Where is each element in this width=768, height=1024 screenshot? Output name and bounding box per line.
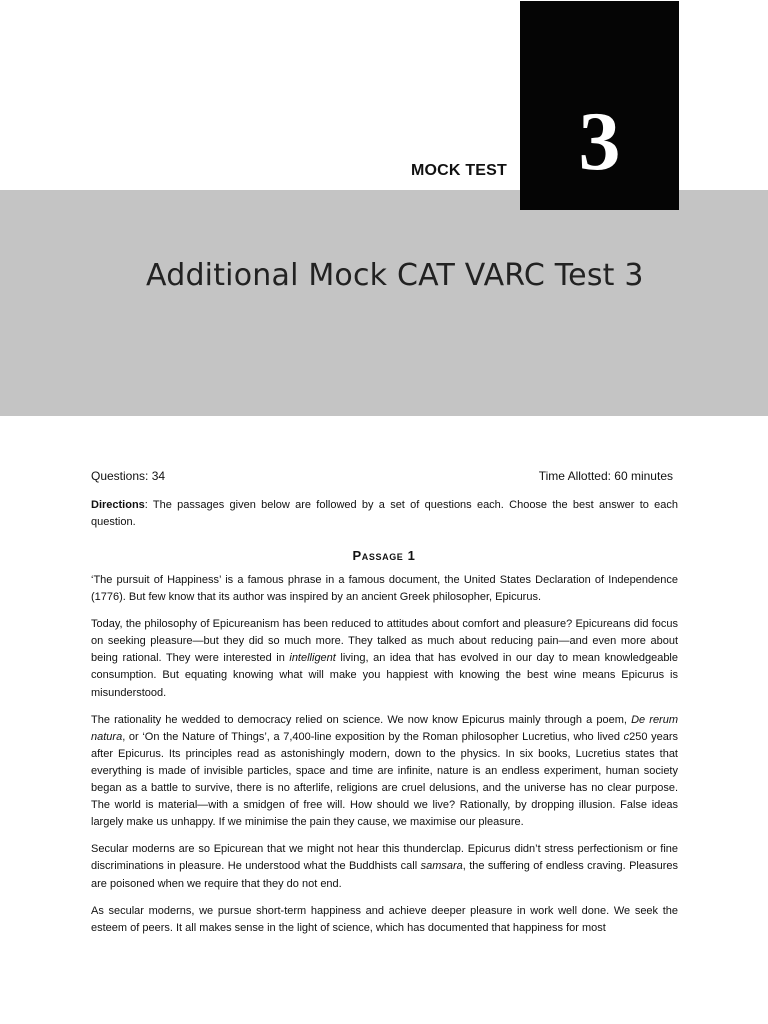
directions-text: : The passages given below are followed by a set of questions each. Choose the best answer to each question. [91,499,678,528]
paragraph-3-text-mid: , or ‘On the Nature of Things’, a 7,400-line exposition by the Roman philosopher Lucretius, who lived [122,730,624,743]
paragraph-3 [91,712,678,832]
paragraph-3-italic-circa: c [623,730,630,743]
paragraph-2-text-end: living, an idea that has evolved in our day to mean knowledgeable consumption. But equating knowing what will make you happiest with knowing the best wine means Epicurus is misunderstood. [91,652,678,699]
mock-test-label: MOCK TEST [411,162,508,179]
paragraph-2 [91,616,678,701]
page-title: Additional Mock CAT VARC Test 3 [146,258,644,293]
paragraph-4-text: Secular moderns are so Epicurean that we might not hear this thunderclap. Epicurus didn’t stress perfectionism or fine discriminations in pleasure. He understood what the Buddhists call [91,843,678,873]
test-meta [91,469,673,483]
paragraph-3-text-end: 250 years after Epicurus. Its principles read as astonishingly modern, down to the physics. In six books, Lucretius states that everything is made of invisible particles, space and time are infinite, nature is an endless experiment, human society began as a battle to survive, there is no afterlife, religions are cruel delusions, and the universe has no clear purpose. The world is material—with a smidgen of free will. How should we live? Rationally, by dropping illusion. False ideas largely make us unhappy. If we minimise the pain they cause, we maximise our pleasure. [91,730,678,829]
passage-heading: Passage 1 [352,548,416,563]
paragraph-5: As secular moderns, we pursue short-term happiness and achieve deeper pleasure in work well done. We seek the esteem of peers. It all makes sense in the light of science, which has documented that happiness for most [91,904,678,934]
title-band [0,190,768,416]
paragraph-1: ‘The pursuit of Happiness’ is a famous phrase in a famous document, the United States Declaration of Independence (1776). But few know that its author was inspired by an ancient Greek philosopher, Epicurus. [91,574,678,604]
questions-count: Questions: 34 [91,469,166,483]
paragraph-4-italic: samsara [420,860,463,873]
paragraph-3-italic-title: De rerum natura [91,713,679,743]
test-number: 3 [578,95,621,188]
directions-label: Directions [91,499,145,511]
time-allotted: Time Allotted: 60 minutes [538,469,673,483]
paragraph-3-text: The rationality he wedded to democracy relied on science. We now know Epicurus mainly through a poem, [91,713,632,726]
paragraph-2-italic: intelligent [289,652,336,665]
paragraph-2-text: Today, the philosophy of Epicureanism has been reduced to attitudes about comfort and pleasure? Epicureans did focus on seeking pleasure—but they did so much more. They talked as much about reducing pain—and even more about being rational. They were interested in [91,618,678,665]
paragraph-4 [91,841,678,892]
directions [91,497,678,531]
paragraph-4-text-end: , the suffering of endless craving. Pleasures are poisoned when we require that they do not end. [91,860,678,890]
passage-body [91,572,678,947]
test-number-box [520,1,679,210]
